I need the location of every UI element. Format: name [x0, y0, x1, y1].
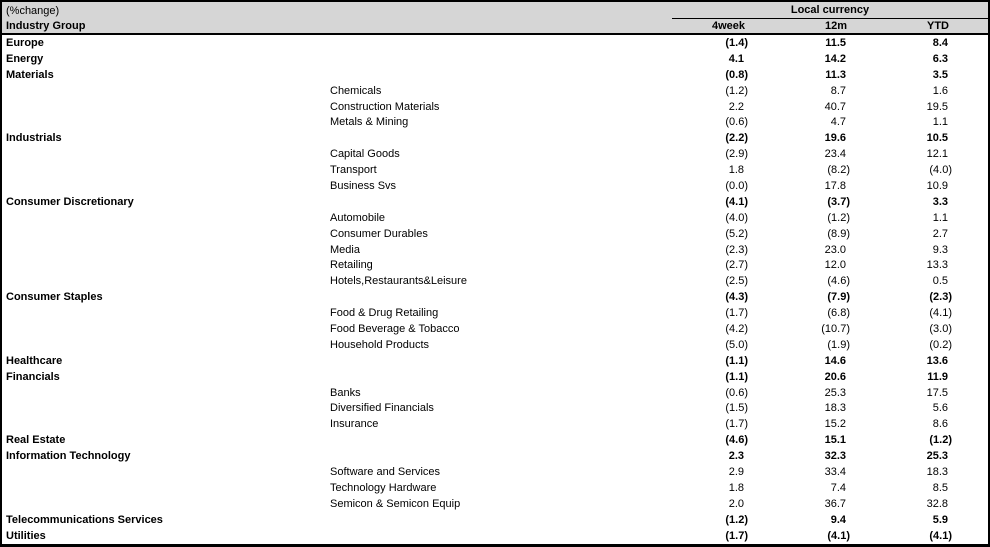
row-value: (8.2): [827, 164, 850, 177]
currency-group-header: [672, 2, 988, 19]
row-values: [672, 178, 988, 194]
header-row-currency: [2, 2, 988, 19]
row-value: 23.4: [824, 148, 846, 161]
row-values: [672, 162, 988, 178]
row-label: Industrials: [6, 132, 62, 145]
percent-change-label: (%change): [6, 4, 60, 17]
row-value: (1.1): [725, 370, 748, 383]
row-value: 17.8: [824, 179, 846, 192]
row-value: 8.7: [830, 84, 846, 97]
row-value: (0.0): [725, 179, 748, 192]
row-value: 15.2: [824, 418, 846, 431]
column-headers: [672, 19, 988, 33]
row-value: 18.3: [824, 402, 846, 415]
row-label: Construction Materials: [330, 100, 440, 113]
row-values: [672, 51, 988, 67]
table-body: [2, 35, 988, 544]
row-value: 23.0: [824, 243, 846, 256]
row-values: [672, 226, 988, 242]
row-label: Software and Services: [330, 465, 441, 478]
table-row: [2, 178, 988, 194]
row-value: 3.5: [932, 68, 948, 81]
row-values: [672, 496, 988, 512]
row-value: (2.3): [929, 291, 952, 304]
table-header: [2, 2, 988, 35]
row-values: [672, 353, 988, 369]
row-value: (4.0): [725, 211, 748, 224]
row-value: 12.0: [824, 259, 846, 272]
row-value: (4.1): [725, 195, 748, 208]
row-label: Capital Goods: [330, 148, 400, 161]
row-label: Financials: [6, 370, 60, 383]
row-value: (2.9): [725, 148, 748, 161]
row-value: 2.3: [728, 450, 744, 463]
row-value: 7.4: [830, 481, 846, 494]
row-value: 15.1: [824, 434, 846, 447]
row-value: (2.5): [725, 275, 748, 288]
row-values: [672, 480, 988, 496]
row-value: 2.0: [728, 497, 744, 510]
row-label: Semicon & Semicon Equip: [330, 497, 461, 510]
row-label: Chemicals: [330, 84, 382, 97]
row-value: 19.5: [926, 100, 948, 113]
row-value: 1.1: [932, 116, 948, 129]
row-value: (2.7): [725, 259, 748, 272]
row-value: 11.9: [927, 370, 948, 383]
row-value: 13.6: [926, 354, 948, 367]
row-value: 19.6: [824, 132, 846, 145]
row-values: [672, 67, 988, 83]
row-value: 36.7: [824, 497, 846, 510]
row-value: 25.3: [824, 386, 846, 399]
table-row: [2, 448, 988, 464]
row-value: 2.7: [932, 227, 948, 240]
row-value: (10.7): [821, 322, 850, 335]
row-value: 32.3: [824, 450, 846, 463]
table-row: [2, 337, 988, 353]
table-row: [2, 273, 988, 289]
table-row: [2, 416, 988, 432]
row-values: [672, 257, 988, 273]
row-value: (1.2): [725, 84, 748, 97]
row-value: 9.3: [932, 243, 948, 256]
table-row: [2, 321, 988, 337]
row-value: (1.9): [827, 338, 850, 351]
table-row: [2, 114, 988, 130]
row-value: 2.2: [728, 100, 744, 113]
row-label: Europe: [6, 36, 44, 49]
row-value: (4.0): [929, 164, 952, 177]
row-label: Telecommunications Services: [6, 513, 163, 526]
row-value: 40.7: [824, 100, 846, 113]
row-label: Energy: [6, 52, 44, 65]
row-value: 1.8: [728, 481, 744, 494]
row-value: (0.8): [725, 68, 748, 81]
table-row: [2, 146, 988, 162]
local-currency-label: Local currency: [790, 4, 870, 16]
row-value: 3.3: [932, 195, 948, 208]
table-row: [2, 194, 988, 210]
table-row: [2, 83, 988, 99]
row-value: (5.0): [725, 338, 748, 351]
row-value: (3.7): [827, 195, 850, 208]
row-values: [672, 464, 988, 480]
table-row: [2, 400, 988, 416]
row-value: 2.9: [728, 465, 744, 478]
row-value: 18.3: [926, 465, 948, 478]
row-value: 17.5: [926, 386, 948, 399]
row-values: [672, 99, 988, 115]
row-value: (0.6): [725, 386, 748, 399]
table-row: [2, 210, 988, 226]
row-value: (2.2): [725, 132, 748, 145]
row-value: 11.3: [825, 68, 846, 81]
row-label: Food Beverage & Tobacco: [330, 322, 460, 335]
row-values: [672, 210, 988, 226]
table-row: [2, 35, 988, 51]
row-label: Consumer Discretionary: [6, 195, 134, 208]
row-value: (1.2): [929, 434, 952, 447]
row-label: Consumer Staples: [6, 291, 103, 304]
table-row: [2, 67, 988, 83]
table-row: [2, 257, 988, 273]
table-row: [2, 162, 988, 178]
row-value: 10.5: [926, 132, 948, 145]
table-row: [2, 385, 988, 401]
row-value: 20.6: [824, 370, 846, 383]
row-value: 8.5: [932, 481, 948, 494]
column-header-4week: 4week: [711, 20, 745, 32]
row-values: [672, 289, 988, 305]
row-value: (1.4): [725, 36, 748, 49]
table-row: [2, 130, 988, 146]
row-value: (0.6): [725, 116, 748, 129]
table-row: [2, 51, 988, 67]
row-value: (5.2): [725, 227, 748, 240]
row-value: 13.3: [926, 259, 948, 272]
row-values: [672, 305, 988, 321]
row-value: (4.3): [725, 291, 748, 304]
row-values: [672, 337, 988, 353]
row-value: (1.7): [725, 307, 748, 320]
row-value: (6.8): [827, 307, 850, 320]
row-value: 9.4: [830, 513, 846, 526]
row-value: (8.9): [827, 227, 850, 240]
row-values: [672, 512, 988, 528]
row-values: [672, 146, 988, 162]
row-label: Household Products: [330, 338, 430, 351]
row-values: [672, 369, 988, 385]
row-values: [672, 114, 988, 130]
row-value: 14.6: [824, 354, 846, 367]
row-value: (7.9): [827, 291, 850, 304]
row-label: Insurance: [330, 418, 379, 431]
row-values: [672, 528, 988, 544]
row-value: (1.7): [725, 418, 748, 431]
table-row: [2, 353, 988, 369]
row-label: Metals & Mining: [330, 116, 409, 129]
industry-group-label: Industry Group: [6, 20, 86, 32]
table-row: [2, 512, 988, 528]
row-value: (3.0): [929, 322, 952, 335]
row-value: (0.2): [929, 338, 952, 351]
row-value: (4.6): [725, 434, 748, 447]
row-values: [672, 448, 988, 464]
row-values: [672, 273, 988, 289]
row-value: 1.8: [728, 164, 744, 177]
table-row: [2, 99, 988, 115]
row-value: 25.3: [926, 450, 948, 463]
header-row-columns: [2, 19, 988, 33]
table-row: [2, 226, 988, 242]
table-row: [2, 305, 988, 321]
row-label: Business Svs: [330, 179, 397, 192]
row-label: Healthcare: [6, 354, 63, 367]
row-label: Utilities: [6, 529, 46, 542]
table-row: [2, 480, 988, 496]
row-value: 8.4: [932, 36, 948, 49]
row-value: 12.1: [926, 148, 948, 161]
row-values: [672, 242, 988, 258]
row-value: 33.4: [824, 465, 846, 478]
row-value: 1.1: [932, 211, 948, 224]
row-values: [672, 416, 988, 432]
table-row: [2, 289, 988, 305]
row-value: (1.2): [725, 513, 748, 526]
row-label: Banks: [330, 386, 361, 399]
column-header-ytd: YTD: [927, 20, 949, 32]
row-value: 4.1: [728, 52, 744, 65]
row-label: Transport: [330, 164, 377, 177]
row-value: (4.1): [929, 529, 952, 542]
row-values: [672, 321, 988, 337]
row-value: (1.5): [725, 402, 748, 415]
row-value: (4.1): [827, 529, 850, 542]
table-row: [2, 242, 988, 258]
table-row: [2, 432, 988, 448]
row-value: (4.2): [725, 322, 748, 335]
row-value: 14.2: [824, 52, 846, 65]
row-label: Technology Hardware: [330, 481, 437, 494]
row-label: Food & Drug Retailing: [330, 307, 439, 320]
row-value: (1.2): [827, 211, 850, 224]
row-label: Materials: [6, 68, 54, 81]
row-values: [672, 35, 988, 51]
row-value: (1.7): [725, 529, 748, 542]
row-value: 32.8: [926, 497, 948, 510]
row-value: 11.5: [825, 36, 846, 49]
row-label: Media: [330, 243, 360, 256]
row-value: (2.3): [725, 243, 748, 256]
row-label: Hotels,Restaurants&Leisure: [330, 275, 467, 288]
row-value: 6.3: [932, 52, 948, 65]
row-value: (4.1): [929, 307, 952, 320]
row-label: Consumer Durables: [330, 227, 428, 240]
row-label: Real Estate: [6, 434, 66, 447]
row-label: Retailing: [330, 259, 373, 272]
row-values: [672, 400, 988, 416]
row-values: [672, 385, 988, 401]
row-value: 5.9: [932, 513, 948, 526]
row-values: [672, 83, 988, 99]
row-values: [672, 432, 988, 448]
row-label: Automobile: [330, 211, 386, 224]
table-row: [2, 496, 988, 512]
row-values: [672, 194, 988, 210]
row-values: [672, 130, 988, 146]
row-value: 4.7: [830, 116, 846, 129]
row-value: (1.1): [725, 354, 748, 367]
column-header-12m: 12m: [824, 20, 847, 32]
table-row: [2, 464, 988, 480]
row-label: Information Technology: [6, 450, 131, 463]
table-row: [2, 369, 988, 385]
row-value: 8.6: [932, 418, 948, 431]
row-value: 10.9: [926, 179, 948, 192]
table-row: [2, 528, 988, 544]
row-value: 5.6: [932, 402, 948, 415]
row-label: Diversified Financials: [330, 402, 434, 415]
row-value: (4.6): [827, 275, 850, 288]
row-value: 1.6: [932, 84, 948, 97]
row-value: 0.5: [932, 275, 948, 288]
